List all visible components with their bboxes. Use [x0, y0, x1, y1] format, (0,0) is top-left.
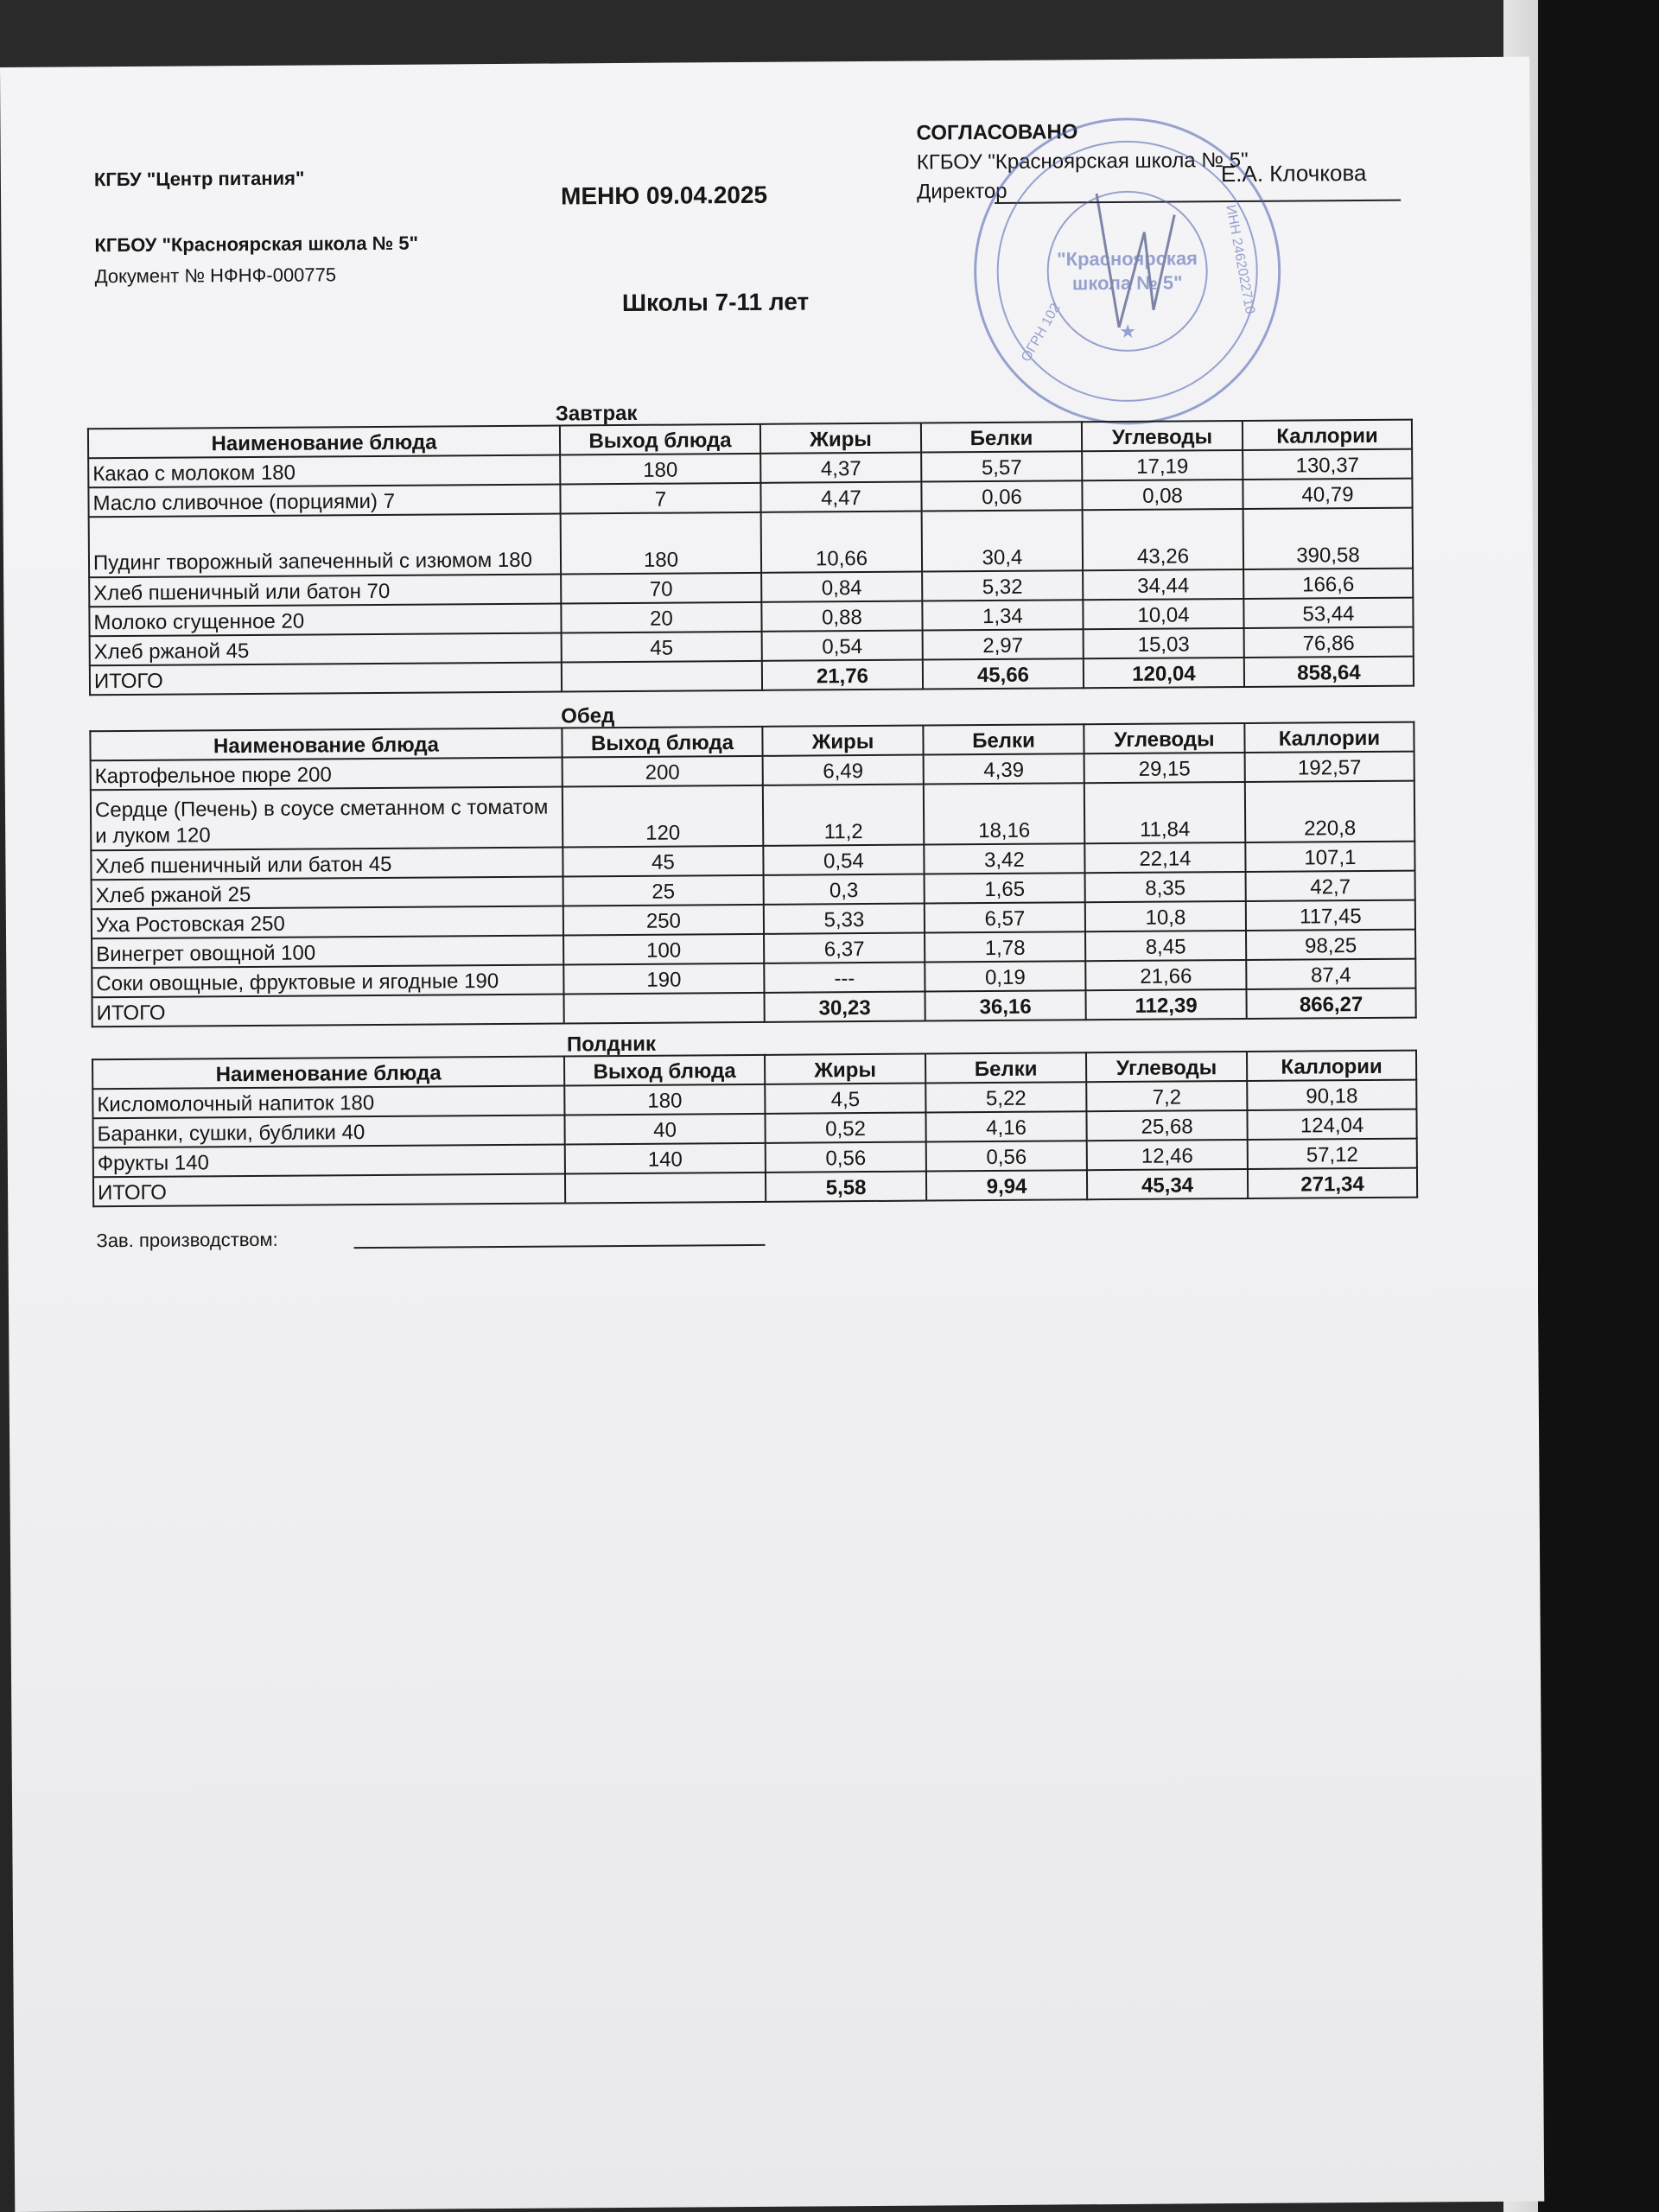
- protein-cell: 1,65: [925, 873, 1085, 903]
- total-label: ИТОГО: [93, 1173, 565, 1206]
- carbs-cell: 34,44: [1083, 569, 1243, 600]
- column-header: Наименование блюда: [88, 425, 560, 458]
- fat-cell: 0,3: [764, 874, 925, 905]
- menu-document-page: [0, 57, 1544, 2212]
- kcal-cell: 76,86: [1244, 627, 1414, 658]
- kcal-cell: 90,18: [1247, 1080, 1416, 1110]
- carbs-cell: 11,84: [1084, 782, 1245, 843]
- carbs-cell: 10,8: [1085, 901, 1246, 931]
- dish-name-cell: Какао с молоком 180: [88, 454, 560, 487]
- carbs-cell: 7,2: [1086, 1081, 1247, 1111]
- dish-name-cell: Молоко сгущенное 20: [89, 603, 561, 636]
- yield-cell: 45: [562, 632, 762, 663]
- yield-cell: 20: [561, 602, 761, 633]
- dish-name-cell: Масло сливочное (порциями) 7: [88, 484, 560, 517]
- yield-cell: 40: [564, 1114, 765, 1145]
- dish-name-cell: Винегрет овощной 100: [92, 935, 563, 968]
- protein-cell: 5,22: [925, 1082, 1086, 1112]
- column-header: Каллории: [1243, 420, 1412, 450]
- section-title: Обед: [561, 704, 615, 728]
- column-header: Жиры: [765, 1054, 925, 1084]
- column-header: Углеводы: [1086, 1052, 1247, 1082]
- protein-cell: 18,16: [924, 783, 1084, 844]
- fat-cell: 4,37: [760, 453, 921, 483]
- approval-name: Е.А. Клочкова: [1220, 159, 1367, 188]
- column-header: Каллории: [1244, 722, 1414, 753]
- menu-table: [92, 1050, 1418, 1208]
- column-header: Жиры: [760, 423, 921, 454]
- column-header: Каллории: [1247, 1051, 1416, 1081]
- fat-cell: 0,56: [766, 1142, 926, 1173]
- kcal-cell: 57,12: [1248, 1139, 1417, 1169]
- fat-cell: 0,52: [765, 1113, 925, 1143]
- yield-cell: 250: [563, 905, 764, 936]
- fat-cell: 4,47: [760, 482, 921, 512]
- fat-cell: 0,88: [761, 601, 922, 632]
- fat-cell: 4,5: [765, 1084, 925, 1114]
- dish-name-cell: Пудинг творожный запеченный с изюмом 180: [89, 513, 561, 577]
- fat-cell: 11,2: [763, 785, 924, 846]
- svg-text:школа № 5": школа № 5": [1071, 271, 1183, 295]
- dish-name-cell: Хлеб ржаной 45: [90, 632, 562, 665]
- dish-name-cell: Картофельное пюре 200: [91, 757, 563, 790]
- column-header: Наименование блюда: [92, 1056, 564, 1089]
- kcal-cell: 87,4: [1246, 959, 1415, 989]
- kcal-cell: 42,7: [1246, 871, 1415, 901]
- protein-cell: 5,32: [922, 570, 1083, 601]
- total-kcal-cell: 858,64: [1244, 657, 1414, 687]
- column-header: Белки: [925, 1052, 1086, 1083]
- school-name: КГБОУ "Красноярская школа № 5": [94, 232, 419, 257]
- yield-cell: 100: [563, 934, 764, 965]
- protein-cell: 3,42: [924, 843, 1084, 874]
- director-signature-line: [995, 200, 1401, 204]
- catering-org-name: КГБУ "Центр питания": [93, 167, 305, 191]
- approval-position: Директор: [916, 179, 1007, 204]
- column-header: Белки: [921, 422, 1082, 452]
- kcal-cell: 390,58: [1243, 508, 1413, 569]
- dish-name-cell: Хлеб пшеничный или батон 70: [89, 574, 561, 607]
- dish-name-cell: Кисломолочный напиток 180: [92, 1085, 564, 1118]
- yield-cell: 180: [561, 512, 761, 575]
- column-header: Углеводы: [1084, 723, 1244, 753]
- carbs-cell: 8,45: [1085, 931, 1246, 961]
- total-protein-cell: 9,94: [926, 1170, 1087, 1200]
- fat-cell: 0,54: [763, 845, 924, 875]
- total-fat-cell: 5,58: [766, 1172, 926, 1202]
- protein-cell: 2,97: [923, 629, 1084, 659]
- approval-org: КГБОУ "Красноярская школа № 5": [916, 148, 1249, 175]
- carbs-cell: 15,03: [1084, 628, 1244, 658]
- total-fat-cell: 30,23: [764, 992, 925, 1022]
- total-label: ИТОГО: [90, 662, 562, 695]
- dish-name-cell: Хлеб пшеничный или батон 45: [91, 847, 563, 880]
- carbs-cell: 43,26: [1083, 509, 1243, 570]
- protein-cell: 4,39: [924, 753, 1084, 784]
- yield-cell: 180: [560, 454, 760, 485]
- document-number: Документ № НФНФ-000775: [94, 264, 337, 288]
- dish-name-cell: Фрукты 140: [93, 1144, 565, 1177]
- svg-text:★: ★: [1119, 320, 1137, 342]
- fat-cell: 5,33: [764, 904, 925, 934]
- protein-cell: 1,78: [925, 931, 1085, 962]
- total-kcal-cell: 271,34: [1248, 1168, 1417, 1198]
- carbs-cell: 22,14: [1084, 842, 1245, 873]
- kcal-cell: 107,1: [1245, 842, 1414, 872]
- yield-cell: 25: [563, 875, 764, 906]
- kcal-cell: 220,8: [1245, 781, 1414, 842]
- protein-cell: 6,57: [925, 902, 1085, 932]
- kcal-cell: 130,37: [1243, 449, 1412, 480]
- carbs-cell: 12,46: [1087, 1140, 1248, 1170]
- protein-cell: 1,34: [922, 600, 1083, 630]
- yield-cell: 200: [563, 756, 763, 787]
- yield-cell: 45: [563, 846, 763, 877]
- carbs-cell: 25,68: [1086, 1110, 1247, 1141]
- fat-cell: 6,37: [764, 933, 925, 963]
- protein-cell: 0,56: [926, 1141, 1087, 1171]
- kcal-cell: 98,25: [1246, 930, 1415, 960]
- total-protein-cell: 36,16: [925, 990, 1085, 1020]
- yield-cell: 190: [563, 963, 764, 995]
- fat-cell: 10,66: [761, 512, 922, 573]
- column-header: Углеводы: [1082, 421, 1243, 451]
- menu-table: [89, 721, 1416, 1028]
- fat-cell: 6,49: [763, 755, 924, 785]
- production-manager-signature-line: [354, 1244, 766, 1249]
- kcal-cell: 124,04: [1247, 1109, 1416, 1140]
- protein-cell: 30,4: [922, 510, 1083, 571]
- kcal-cell: 53,44: [1243, 598, 1413, 628]
- page-title: МЕНЮ 09.04.2025: [560, 181, 768, 210]
- production-manager-label: Зав. производством:: [96, 1228, 278, 1252]
- background-surface-right: [1538, 0, 1659, 2212]
- protein-cell: 0,06: [921, 480, 1082, 511]
- kcal-cell: 40,79: [1243, 479, 1412, 509]
- dish-name-cell: Уха Ростовская 250: [92, 906, 563, 938]
- fat-cell: 0,54: [762, 631, 923, 661]
- column-header: Выход блюда: [560, 424, 760, 455]
- total-carbs-cell: 120,04: [1084, 658, 1244, 688]
- kcal-cell: 117,45: [1246, 900, 1415, 931]
- total-carbs-cell: 112,39: [1085, 989, 1246, 1020]
- protein-cell: 5,57: [921, 451, 1082, 481]
- carbs-cell: 21,66: [1085, 960, 1246, 990]
- fat-cell: ---: [764, 963, 925, 993]
- carbs-cell: 29,15: [1084, 753, 1245, 783]
- total-carbs-cell: 45,34: [1087, 1169, 1248, 1199]
- total-label: ИТОГО: [92, 994, 564, 1027]
- carbs-cell: 17,19: [1082, 450, 1243, 480]
- column-header: Белки: [923, 724, 1084, 754]
- kcal-cell: 166,6: [1243, 569, 1413, 599]
- carbs-cell: 0,08: [1082, 480, 1243, 510]
- column-header: Выход блюда: [564, 1055, 765, 1086]
- carbs-cell: 8,35: [1085, 872, 1246, 902]
- dish-name-cell: Соки овощные, фруктовые и ягодные 190: [92, 964, 563, 997]
- yield-cell: 180: [564, 1084, 765, 1116]
- dish-name-cell: Баранки, сушки, бублики 40: [92, 1115, 564, 1147]
- total-empty-cell: [562, 661, 762, 692]
- column-header: Выход блюда: [562, 727, 762, 758]
- column-header: Наименование блюда: [90, 728, 562, 760]
- column-header: Жиры: [762, 726, 923, 756]
- total-protein-cell: 45,66: [923, 658, 1084, 689]
- svg-text:ОГРН 102: ОГРН 102: [1019, 301, 1064, 365]
- protein-cell: 0,19: [925, 961, 1085, 991]
- total-fat-cell: 21,76: [762, 660, 923, 690]
- total-empty-cell: [564, 993, 765, 1024]
- fat-cell: 0,84: [761, 572, 922, 602]
- total-empty-cell: [565, 1173, 766, 1204]
- table-row: [89, 508, 1413, 578]
- page-subtitle: Школы 7-11 лет: [621, 288, 810, 316]
- total-kcal-cell: 866,27: [1246, 988, 1415, 1019]
- yield-cell: 7: [560, 483, 760, 514]
- menu-table: [87, 419, 1414, 696]
- yield-cell: 120: [563, 785, 763, 848]
- dish-name-cell: Хлеб ржаной 25: [92, 876, 563, 909]
- yield-cell: 70: [561, 573, 761, 604]
- section-title: Завтрак: [555, 401, 638, 426]
- carbs-cell: 10,04: [1083, 599, 1243, 629]
- kcal-cell: 192,57: [1245, 752, 1414, 782]
- table-row: [91, 781, 1414, 851]
- protein-cell: 4,16: [925, 1111, 1086, 1141]
- dish-name-cell: Сердце (Печень) в соусе сметанном с томатом и луком 120: [91, 786, 563, 850]
- approval-heading: СОГЛАСОВАНО: [916, 120, 1078, 145]
- yield-cell: 140: [565, 1143, 766, 1174]
- svg-text:"Красноярская: "Красноярская: [1057, 247, 1198, 270]
- svg-text:ИНН 2462022710: ИНН 2462022710: [1223, 203, 1258, 315]
- section-title: Полдник: [566, 1032, 657, 1057]
